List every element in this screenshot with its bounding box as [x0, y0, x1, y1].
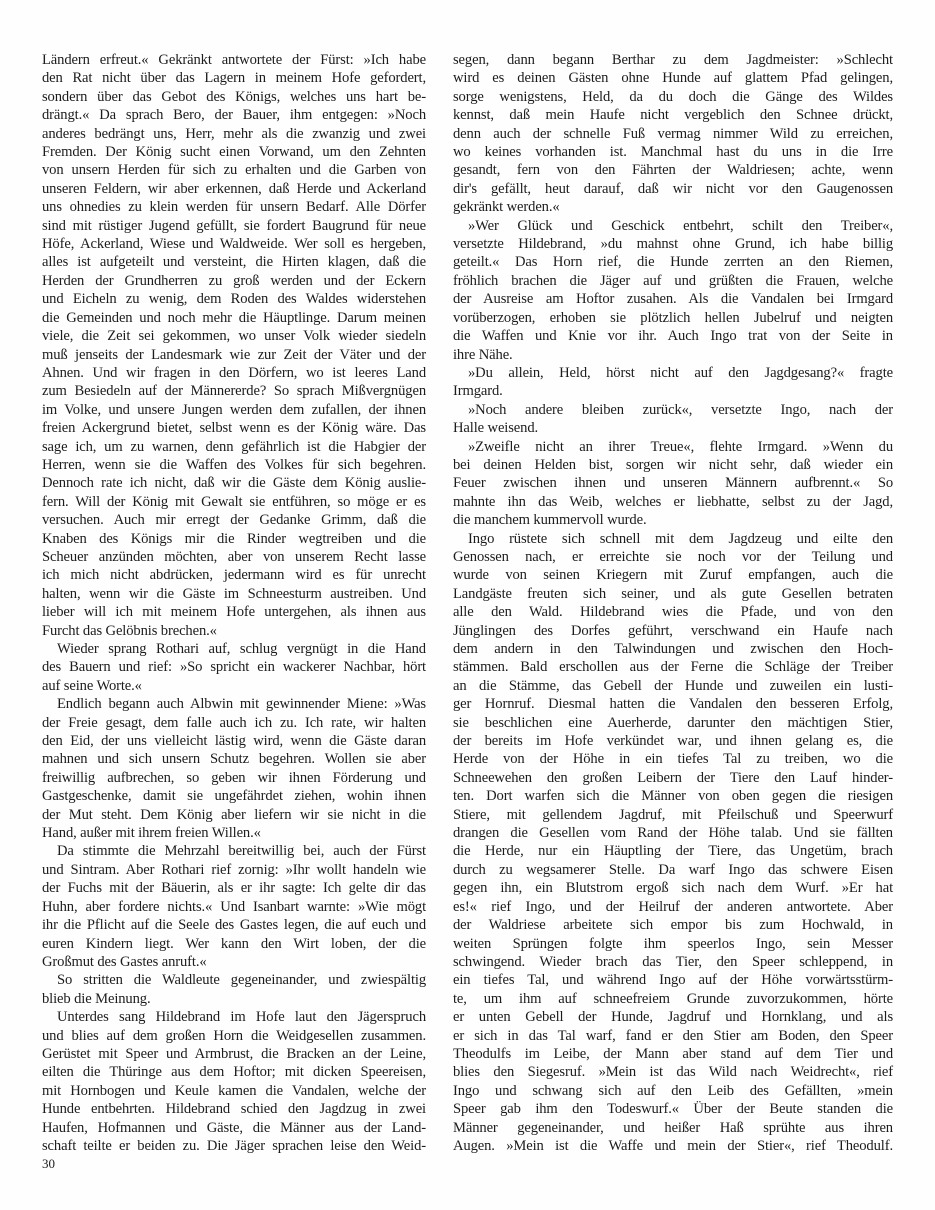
text-line: schaft teilte er beiden zu. Die Jäger sprachen leise den Weid-: [42, 1137, 426, 1154]
text-line: im Volke, und unsere Jungen werden dem zufallen, der ihnen: [42, 401, 426, 418]
text-line: blies den Siegesruf. »Mein ist das Wild nach Weidrecht«, rief: [453, 1064, 893, 1081]
text-line: der Mut steht. Dem König aber liefern wir sie nicht in die: [42, 806, 426, 823]
text-line: unseren Feldern, wir aber erkennen, daß Herde und Ackerland: [42, 180, 426, 197]
text-line: Herden der Grundherren zu groß werden und der Eckern: [42, 272, 426, 289]
paragraph: [453, 217, 893, 364]
text-line: »Wer Glück und Geschick entbehrt, schilt den Treiber«,: [468, 217, 893, 234]
text-line: So stritten die Waldleute gegeneinander, und zwiespältig: [57, 972, 426, 989]
text-line: Gerüstet mit Speer und Armbrust, die Bracken an der Leine,: [42, 1045, 426, 1062]
text-line: drangen die Gesellen vom Rand der Höhe talab. Und sie fällten: [453, 825, 893, 842]
text-line: Ländern erfreut.« Gekränkt antwortete der Fürst: »Ich habe: [42, 52, 426, 68]
text-line: ihre Nähe.: [453, 346, 513, 363]
text-line: Großmut des Gastes anruft.«: [42, 953, 207, 970]
text-line: sondern über das Gebot des Königs, welches uns hart be-: [42, 88, 426, 105]
text-line: freiwillig aufbrechen, so geben wir ihnen Förderung und: [42, 769, 426, 786]
text-line: Endlich begann auch Albwin mit gewinnender Miene: »Was: [57, 696, 426, 713]
text-line: drängt.« Da sprach Bero, der Bauer, ihm entgegen: »Noch: [42, 107, 426, 124]
text-line: Furcht das Gelöbnis brechen.«: [42, 622, 217, 639]
text-line: viele, die Zeit sei gekommen, wo unser Volk wieder siedeln: [42, 328, 426, 345]
text-line: mit Hornbogen und Keule kamen die Vandalen, welche der: [42, 1082, 426, 1099]
text-line: Männer gegeneinander, und heißer Haß sprühte aus ihren: [453, 1119, 893, 1136]
text-line: sind mit rüstiger Jugend gefüllt, sie fordert Baugrund für neue: [42, 217, 426, 234]
text-line: Ingo und schwang sich auf den Leib des Gefällten, »mein: [453, 1082, 893, 1099]
text-line: stämmen. Bald erschollen aus der Ferne die Schläge der Treiber: [453, 659, 893, 676]
text-line: Huhn, aber fordere nichts.« Und Isanbart warnte: »Wie mögt: [42, 898, 426, 915]
text-line: ger Hornruf. Diesmal hatten die Vandalen den besseren Erfolg,: [453, 696, 893, 713]
text-line: Halle weisend.: [453, 420, 539, 437]
text-line: des Bauern und rief: »So spricht ein wackerer Nachbar, hört: [42, 659, 426, 676]
text-line: Irmgard.: [453, 383, 503, 400]
paragraph: [42, 695, 426, 842]
text-line: Genossen nach, er erreichte sie noch vor der Teilung und: [453, 548, 893, 565]
text-line: den Eid, der uns vielleicht lästig wird, wenn die Gäste daran: [42, 733, 426, 750]
text-line: gesandt, fern von den Fährten der Waldriesen; achte, wenn: [453, 162, 893, 179]
text-line: zum Besiedeln auf der Männererde? So sprach Mißvergnügen: [42, 383, 426, 400]
text-line: ich mich nicht abdrücken, jedermann wird es für unrecht: [42, 567, 426, 584]
text-line: Schneewehen den großen Leibern der Tiere den Lauf hinder-: [453, 769, 893, 786]
text-line: Jünglingen des Dorfes geführt, verschwand ein Haufe nach: [453, 622, 893, 639]
text-line: und blies auf dem großen Horn die Weidgesellen zusammen.: [42, 1027, 426, 1044]
text-line: denn auch der schnelle Fuß vermag nimmer Wild zu erreichen,: [453, 125, 893, 142]
text-line: Höfe, Ackerland, Wiese und Waldweide. Wer soll es hergeben,: [42, 236, 426, 253]
text-columns: [42, 51, 893, 1155]
text-line: halten, wenn wir die Gäste im Schneesturm austreiben. Und: [42, 585, 426, 602]
text-line: die Gemeinden und noch mehr die Häuptlinge. Darum meinen: [42, 309, 426, 326]
text-line: muß jenseits der Landesmark wie zur Zeit der Väter und der: [42, 346, 426, 363]
text-line: die manchem kummervoll wurde.: [453, 512, 647, 529]
text-line: Da stimmte die Mehrzahl bereitwillig bei, auch der Fürst: [57, 843, 426, 860]
text-line: bei deinen Helden bist, sorgen wir nicht sehr, daß wieder ein: [453, 456, 893, 473]
text-line: eilten die Thüringe aus dem Hoftor; mit dicken Speereisen,: [42, 1064, 426, 1081]
text-line: sie beschlichen eine Auerherde, darunter den mächtigen Stier,: [453, 714, 893, 731]
text-line: er unten Gebell der Hunde, Jagdruf und Hornklang, und als: [453, 1009, 893, 1026]
column-left: [42, 51, 426, 1155]
text-line: durch zu wegsamerer Stelle. Da warf Ingo das schwere Eisen: [453, 861, 893, 878]
text-line: versuchen. Auch mir erregt der Gedanke Grimm, daß die: [42, 512, 426, 529]
paragraph: [453, 438, 893, 530]
text-line: sorge wenigstens, Held, da du doch die Gänge des Wildes: [453, 88, 893, 105]
text-line: wird es deinen Gästen ohne Hunde auf glattem Pfad gelingen,: [453, 70, 893, 87]
paragraph: [42, 640, 426, 695]
text-line: Ahnen. Und wir fragen in den Dörfern, wo ist leeres Land: [42, 364, 426, 381]
text-line: fern. Will der König mit Gewalt sie entführen, so möge er es: [42, 493, 426, 510]
text-line: und Eicheln zu wenig, dem Roden des Waldes widerstehen: [42, 291, 426, 308]
text-line: Ingo rüstete sich schnell mit dem Jagdzeug und eilte den: [468, 530, 893, 547]
text-line: von unsern Herden für sich zu erhalten und die Garben von: [42, 162, 426, 179]
text-line: vorüberzogen, erhoben sie plötzlich hellen Jubelruf und neigten: [453, 309, 893, 326]
text-line: Unterdes sang Hildebrand im Hofe laut den Jägerspruch: [57, 1009, 426, 1026]
text-line: Hand, außer mit ihrem freien Willen.«: [42, 825, 261, 842]
text-line: die Herde, nur ein Häuptling der Tiere, das Ungetüm, brach: [453, 843, 893, 860]
text-line: »Du allein, Held, hörst nicht auf den Jagdgesang?« fragte: [468, 364, 893, 381]
text-line: der Ausreise am Hoftor zusahen. Als die Vandalen bei Irmgard: [453, 291, 893, 308]
text-line: Augen. »Mein ist die Waffe und mein der Stier«, rief Theodulf.: [453, 1137, 893, 1154]
paragraph: [453, 401, 893, 438]
paragraph: [42, 842, 426, 971]
text-line: Scheuer anzünden möchten, aber von unserem Recht lasse: [42, 548, 426, 565]
text-line: Dennoch rate ich nicht, daß wir die Gäste dem König auslie-: [42, 475, 426, 492]
text-line: und Sintram. Aber Rothari rief zornig: »Ihr wollt handeln wie: [42, 861, 426, 878]
text-line: wo keines vorhanden ist. Manchmal hast du uns in die Irre: [453, 144, 893, 161]
text-line: freien Ackergrund bietet, selbst wenn es der König wäre. Das: [42, 420, 426, 437]
text-line: den Rat nicht über das Lagern in meinem Hofe gefordert,: [42, 70, 426, 87]
text-line: euren Kindern liegt. Wer kann den Wirt loben, der die: [42, 935, 426, 952]
text-line: auf seine Worte.«: [42, 677, 142, 694]
text-line: Feuer zwischen ihnen und unseren Männern aufbrennt.« So: [453, 475, 893, 492]
paragraph: [453, 51, 893, 217]
text-line: segen, dann begann Berthar zu dem Jagdmeister: »Schlecht: [453, 52, 893, 68]
paragraph: [42, 971, 426, 1008]
text-line: te, um ihm auf schneefreiem Grunde zuvorzukommen, hörte: [453, 990, 893, 1007]
text-line: mahnen und sich unsern Schutz begehren. Wollen sie aber: [42, 751, 426, 768]
text-line: ihr die Pflicht auf die Seele des Gastes legen, die auf euch und: [42, 917, 426, 934]
text-line: Herde von der Höhe in ein tiefes Tal zu treiben, wo die: [453, 751, 893, 768]
text-line: versetzte Hildebrand, »du mahnst ohne Grund, ich habe billig: [453, 236, 893, 253]
text-line: Fremden. Der König sucht einen Vorwand, um den Zehnten: [42, 144, 426, 161]
text-line: Theodulfs im Leibe, der Mann aber stand auf dem Tier und: [453, 1045, 893, 1062]
text-line: Landgäste freuten sich seiner, und als gute Gesellen betraten: [453, 585, 893, 602]
paragraph: [453, 530, 893, 1156]
text-line: gekränkt werden.«: [453, 199, 560, 216]
text-line: Knaben des Königs mir die Rinder wegtreiben und die: [42, 530, 426, 547]
paragraph: [42, 1008, 426, 1155]
text-line: Gastgeschenke, damit sie ungefährdet ziehen, wohin ihnen: [42, 788, 426, 805]
page-number: 30: [42, 1156, 55, 1171]
text-line: Speer gab ihm den Todeswurf.« Über der Beute standen die: [453, 1101, 893, 1118]
text-line: gegen ihn, ein Blutstrom ergoß sich nach dem Wurf. »Er hat: [453, 880, 893, 897]
text-line: die Waffen und Knie vor ihr. Auch Ingo trat von der Seite in: [453, 328, 893, 345]
text-line: Haufen, Hofmannen und Gäste, die Männer aus der Land-: [42, 1119, 426, 1136]
text-line: Hunde entbehrten. Hildebrand schied den Jagdzug in zwei: [42, 1101, 426, 1118]
text-line: lieber will ich mit meinem Hofe untergehen, als ihnen aus: [42, 604, 426, 621]
text-line: dem andern in den Talwindungen und zwischen den Hoch-: [453, 641, 893, 657]
text-line: schwingend. Wieder brach das Tier, den Speer schleppend, in: [453, 953, 893, 970]
text-line: der Fuchs mit der Bäuerin, als er ihr sagte: Ich gelte dir das: [42, 880, 426, 897]
paragraph: [453, 364, 893, 401]
text-line: »Noch andere bleiben zurück«, versetzte Ingo, nach der: [468, 401, 893, 418]
text-line: an die Stämme, das Gebell der Hunde und zuweilen ein lusti-: [453, 677, 893, 694]
text-line: geteilt.« Das Horn rief, die Hunde zerrten an den Riemen,: [453, 254, 893, 271]
text-line: fröhlich brachen die Jäger auf und grüßten die Frauen, welche: [453, 272, 893, 289]
text-line: alles ist aufgeteilt und versteint, die Hirten klagen, daß die: [42, 254, 426, 271]
text-line: mahnte ihn das Weib, welches er liebhatte, selbst zu der Jagd,: [453, 493, 893, 510]
text-line: es!« rief Ingo, und der Heilruf der anderen antwortete. Aber: [453, 898, 893, 915]
text-line: Stiere, mit gellendem Jagdruf, mit Pfeilschuß und Speerwurf: [453, 806, 893, 823]
text-line: der Waldriese arbeitete sich empor bis zum Hochwald, in: [453, 917, 893, 934]
column-right: [453, 51, 893, 1155]
text-line: alle den Wald. Hildebrand wies die Pfade, und von den: [453, 604, 893, 621]
text-line: sage ich, um zu warnen, denn gefährlich ist die Habgier der: [42, 438, 426, 455]
text-line: er sich in das Tal warf, fand er den Stier am Boden, den Speer: [453, 1027, 893, 1044]
text-line: uns ohnedies zu klein werden für unsern Bedarf. Alle Dörfer: [42, 199, 426, 216]
text-line: Herren, wenn sie die Waffen des Volkes für sich begehren.: [42, 456, 426, 473]
text-line: dir's gefällt, heut darauf, daß wir nicht vor den Gaugenossen: [453, 180, 893, 197]
text-line: der bereits im Hofe verkündet war, und ihnen gelang es, die: [453, 733, 893, 750]
text-line: Wieder sprang Rothari auf, schlug vergnügt in die Hand: [57, 641, 426, 657]
text-line: der Freie gesagt, dem falle auch ich zu. Ich rate, wir halten: [42, 714, 426, 731]
text-line: wurde von seinen Kriegern mit Zuruf empfangen, auch die: [453, 567, 893, 584]
text-line: anderes bedrängt uns, Herr, mehr als die zwanzig und zwei: [42, 125, 426, 142]
text-line: »Zweifle nicht an ihrer Treue«, flehte Irmgard. »Wenn du: [468, 438, 893, 455]
text-line: ein tiefes Tal, und während Ingo auf der Höhe vorwärtsstürm-: [453, 972, 893, 989]
text-line: ten. Dort warfen sich die Männer von oben gegen die riesigen: [453, 788, 893, 805]
text-line: blieb die Meinung.: [42, 990, 151, 1007]
text-line: weiten Sprüngen folgte ihm speerlos Ingo, sein Messer: [453, 935, 893, 952]
paragraph: [42, 51, 426, 640]
text-line: kennst, daß mein Haufe nicht vergeblich den Schnee drückt,: [453, 107, 893, 124]
